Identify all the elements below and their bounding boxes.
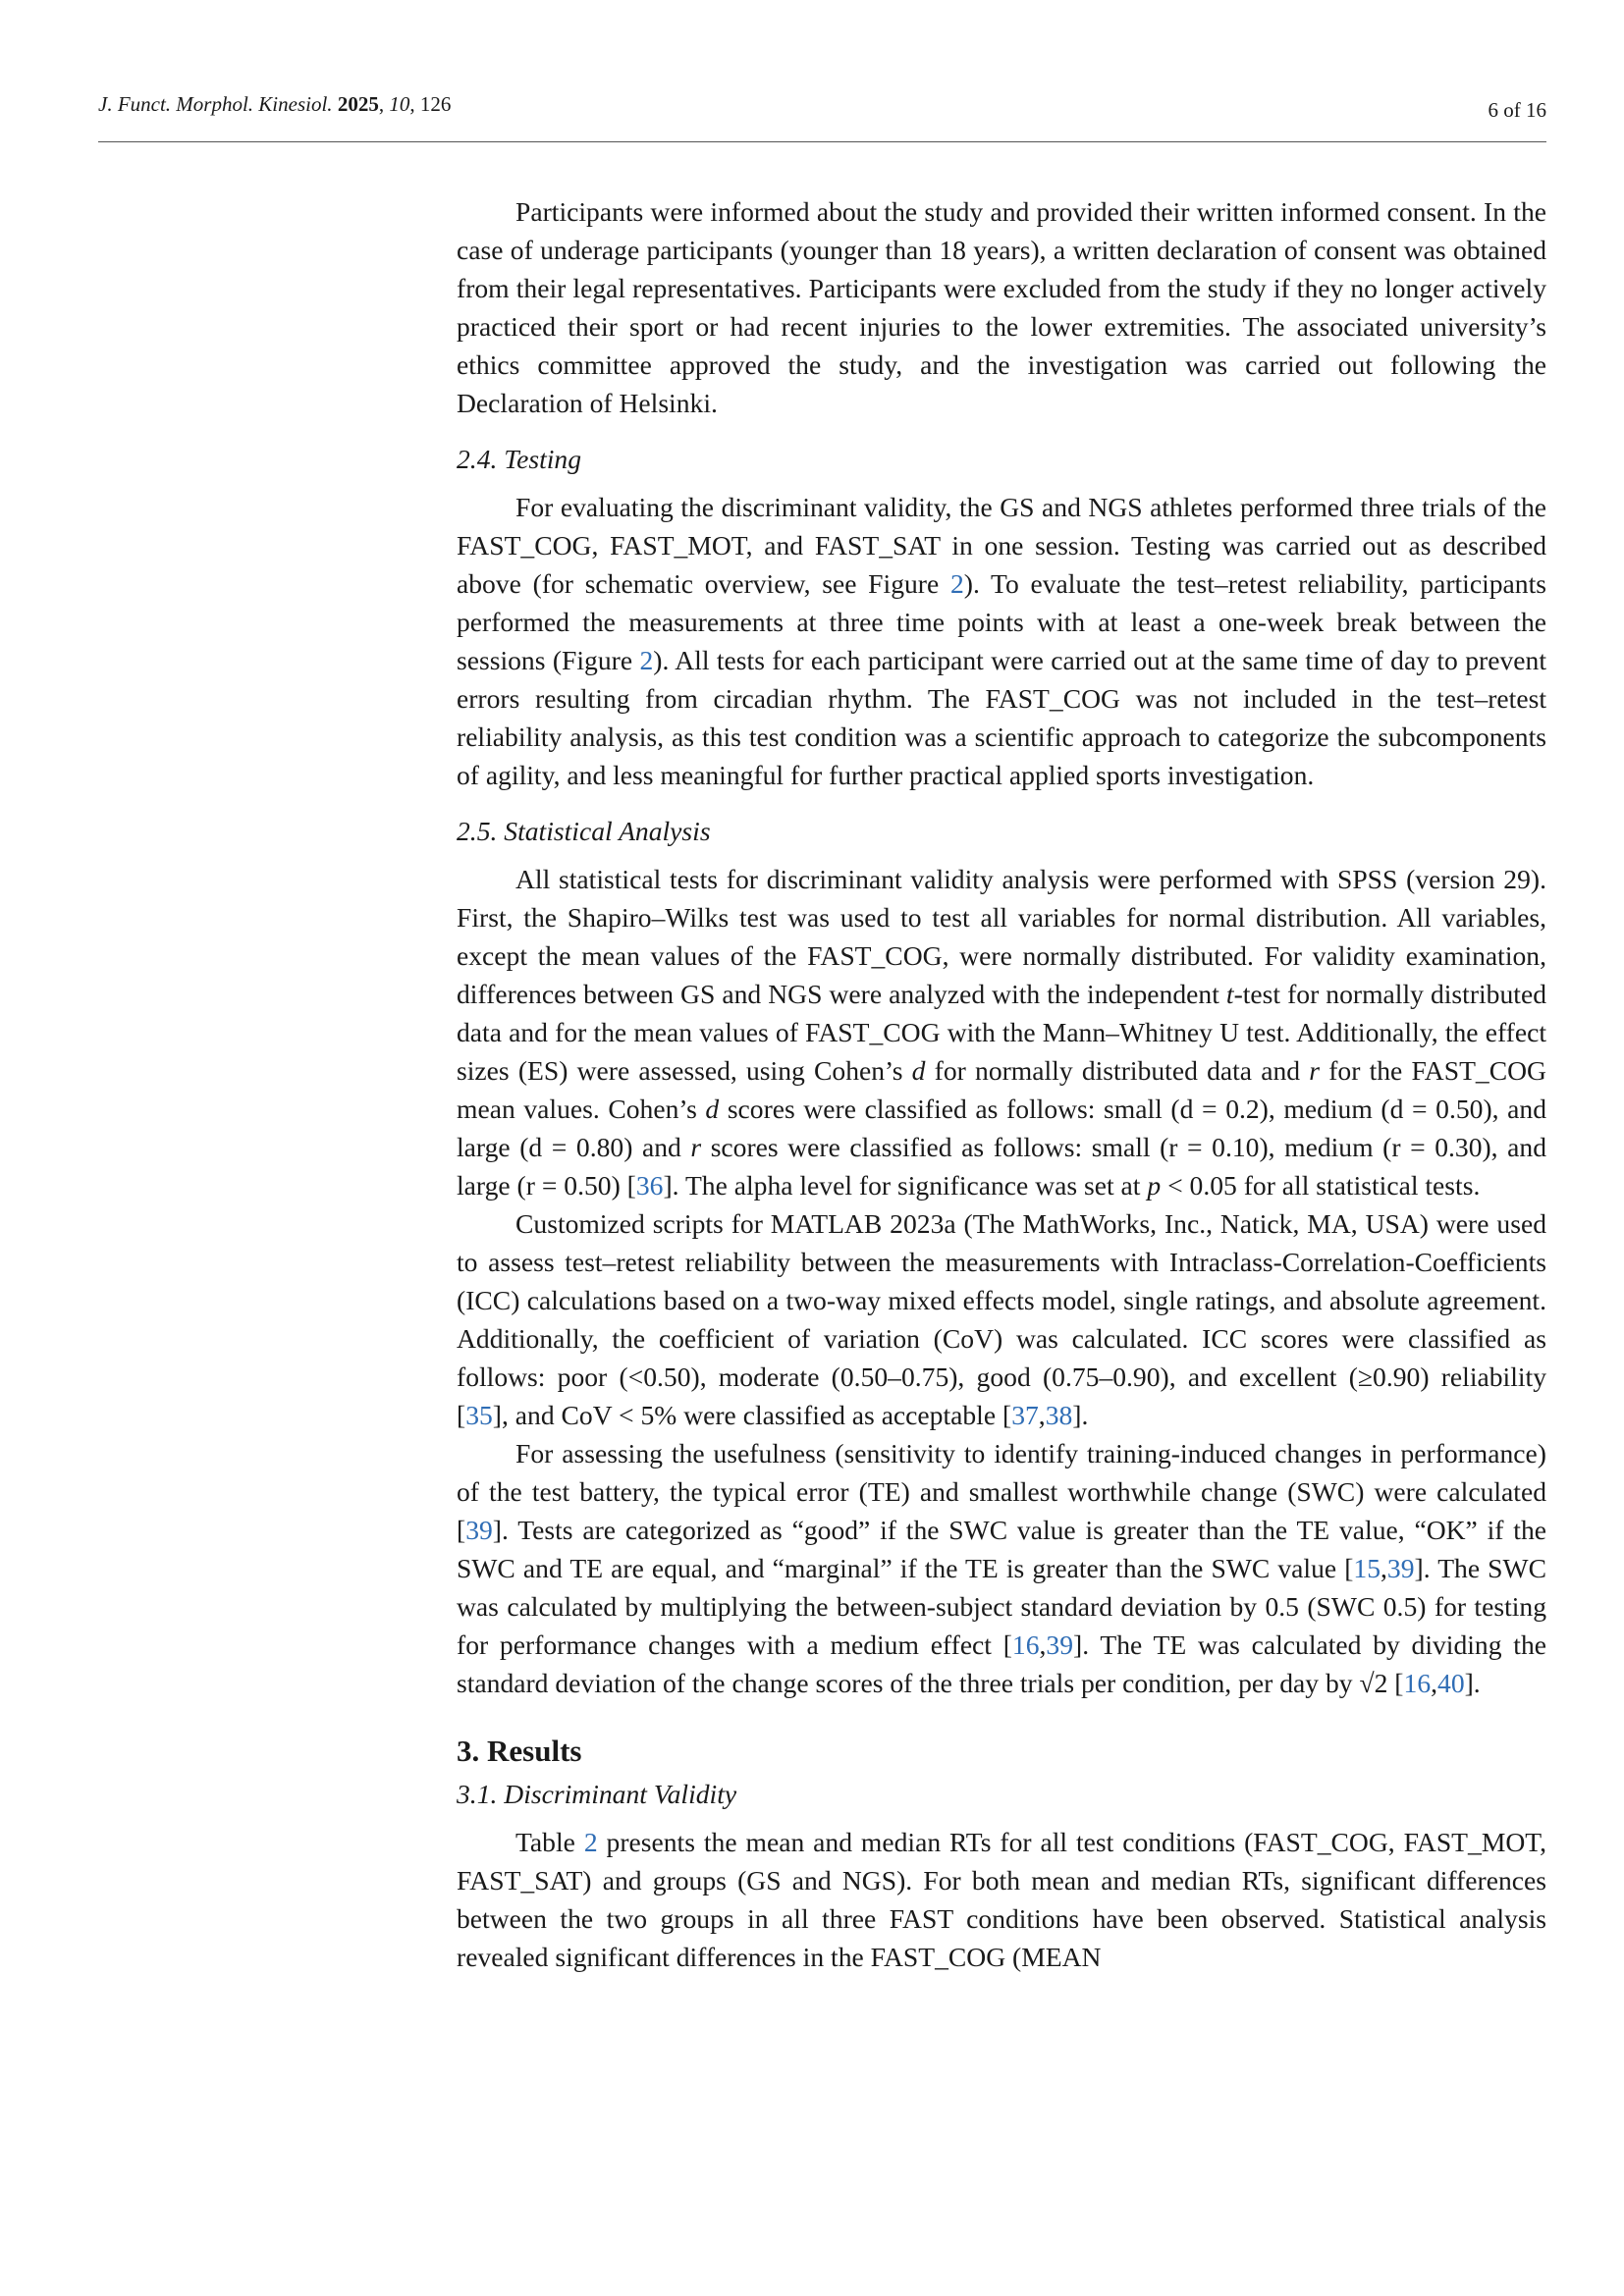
figure-link[interactable]: 2 xyxy=(639,645,654,675)
subsection-title-testing: 2.4. Testing xyxy=(457,444,582,474)
paragraph-results: Table 2 presents the mean and median RTs for all test conditions (FAST_COG, FAST_MOT, FAST_SAT) and groups (GS and NGS). For both mean and median RTs, significant differences between the two groups in all three FAST conditions have been observed. Statistical analysis revealed significant differences in the FAST_COG (MEAN xyxy=(457,1827,1546,1972)
paragraph-statistics-validity: All statistical tests for discriminant validity analysis were performed with SPSS (version 29). First, the Shapiro–Wilks test was used to test all variables for normal distribution. All variables, except the mean values of the FAST_COG, were normally distributed. For validity examination, differences between GS and NGS were analyzed with the independent t-test for normally distributed data and for the mean values of FAST_COG with the Mann–Whitney U test. Additionally, the effect sizes (ES) were assessed, using Cohen’s d for normally distributed data and r for the FAST_COG mean values. Cohen’s d scores were classified as follows: small (d = 0.2), medium (d = 0.50), and large (d = 0.80) and r scores were classified as follows: small (r = 0.10), medium (r = 0.30), and large (r = 0.50) [36]. The alpha level for significance was set at p < 0.05 for all statistical tests. xyxy=(457,864,1546,1201)
journal-volume: 10 xyxy=(389,92,410,116)
page-number: 6 of 16 xyxy=(1488,98,1546,122)
paragraph-statistics-usefulness: For assessing the usefulness (sensitivity to identify training-induced changes in performance) of the test battery, the typical error (TE) and smallest worthwhile change (SWC) were calculated [39]. Tests are categorized as “good” if the SWC value is greater than the TE value, “OK” if the SWC and TE are equal, and “marginal” if the TE is greater than the SWC value [15,39]. The SWC was calculated by multiplying the between-subject standard deviation by 0.5 (SWC 0.5) for testing for performance changes with a medium effect [16,39]. The TE was calculated by dividing the standard deviation of the change scores of the three trials per condition, per day by √2 [16,40]. xyxy=(457,1438,1546,1698)
journal-year: 2025 xyxy=(337,92,379,116)
citation-link[interactable]: 35 xyxy=(465,1400,493,1430)
figure-link[interactable]: 2 xyxy=(949,568,964,599)
paragraph-statistics-reliability: Customized scripts for MATLAB 2023a (The MathWorks, Inc., Natick, MA, USA) were used to assess test–retest reliability between the measurements with Intraclass-Correlation-Coefficients (ICC) calculations based on a two-way mixed effects model, single ratings, and absolute agreement. Additionally, the coefficient of variation (CoV) was calculated. ICC scores were classified as follows: poor (<0.50), moderate (0.50–0.75), good (0.75–0.90), and excellent (≥0.90) reliability [35], and CoV < 5% were classified as acceptable [37,38]. xyxy=(457,1208,1546,1430)
page-body xyxy=(457,192,1546,1976)
journal-name: J. Funct. Morphol. Kinesiol. xyxy=(98,92,333,116)
paragraph-testing: For evaluating the discriminant validity, the GS and NGS athletes performed three trials of the FAST_COG, FAST_MOT, and FAST_SAT in one session. Testing was carried out as described above (for schematic overview, see Figure 2). To evaluate the test–retest reliability, participants performed the measurements at three time points with at least a one-week break between the sessions (Figure 2). All tests for each participant were carried out at the same time of day to prevent errors resulting from circadian rhythm. The FAST_COG was not included in the test–retest reliability analysis, as this test condition was a scientific approach to categorize the subcomponents of agility, and less meaningful for further practical applied sports investigation. xyxy=(457,492,1546,790)
citation-link[interactable]: 36 xyxy=(635,1170,664,1201)
citation-link[interactable]: 16 xyxy=(1403,1668,1432,1698)
article-number: 126 xyxy=(419,92,452,116)
section-title-results: 3. Results xyxy=(457,1734,582,1768)
citation-link[interactable]: 39 xyxy=(1046,1629,1074,1660)
citation-link[interactable]: 39 xyxy=(1386,1553,1415,1583)
journal-citation: J. Funct. Morphol. Kinesiol. 2025, 10, 126 xyxy=(98,92,452,116)
table-link[interactable]: 2 xyxy=(583,1827,598,1857)
citation-link[interactable]: 16 xyxy=(1011,1629,1040,1660)
citation-link[interactable]: 40 xyxy=(1437,1668,1465,1698)
paragraph-consent: Participants were informed about the study and provided their written informed consent. In the case of underage participants (younger than 18 years), a written declaration of consent was obtained from their legal representatives. Participants were excluded from the study if they no longer actively practiced their sport or had recent injuries to the lower extremities. The associated university’s ethics committee approved the study, and the investigation was carried out following the Declaration of Helsinki. xyxy=(457,196,1546,418)
citation-link[interactable]: 15 xyxy=(1353,1553,1380,1583)
subsection-title-discriminant-validity: 3.1. Discriminant Validity xyxy=(457,1779,737,1809)
subsection-title-statistical-analysis: 2.5. Statistical Analysis xyxy=(457,816,711,846)
running-header xyxy=(98,92,1546,142)
citation-link[interactable]: 38 xyxy=(1045,1400,1073,1430)
citation-link[interactable]: 39 xyxy=(465,1515,493,1545)
citation-link[interactable]: 37 xyxy=(1011,1400,1039,1430)
